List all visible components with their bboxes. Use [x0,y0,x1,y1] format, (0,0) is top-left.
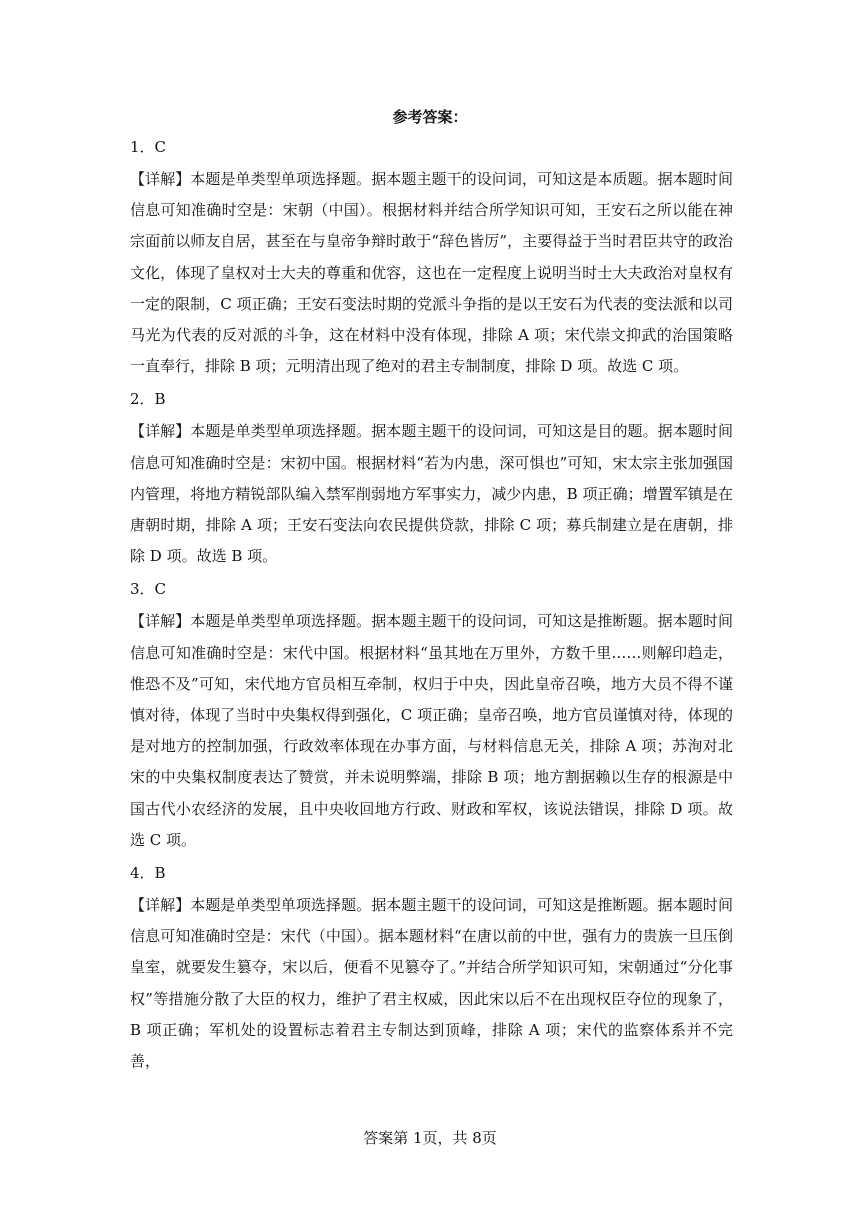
answer-number: 3．C [130,580,167,599]
answer-number: 1．C [130,138,167,156]
answer-item [130,134,733,382]
answer-detail: 【详解】本题是单类型单项选择题。据本题主题干的设问词，可知这是推断题。据本题时间信息可知准确时空是：宋代（中国）。据本题材料“在唐以前的中世，强有力的贵族一旦压倒皇室，就要发生篡夺，宋以后，便看不见篡夺了。”并结合所学知识可知，宋朝通过“分化事权”等措施分散了大臣的权力，维护了君主权威，因此宋以后不在出现权臣夺位的现象了，B 项正确；军机处的设置标志着君主专制达到顶峰，排除 A 项；宋代的监察体系并不完善， [130,896,733,1071]
page-footer: 答案第 1页，共 8页 [363,1129,497,1147]
answer-number: 2．B [130,390,166,409]
answer-detail: 【详解】本题是单类型单项选择题。据本题主题干的设问词，可知这是推断题。据本题时间信息可知准确时空是：宋代中国。根据材料“虽其地在万里外，方数千里……则解印趋走，惟恐不及”可知，宋代地方官员相互牵制，权归于中央，因此皇帝召唤，地方大员不得不谨慎对待，体现了当时中央集权得到强化，C 项正确；皇帝召唤，地方官员谨慎对待，体现的是对地方的控制加强，行政效率体现在办事方面，与材料信息无关，排除 A 项；苏洵对北宋的中央集权制度表达了赞赏，并未说明弊端，排除 B 项；地方割据赖以生存的根源是中国古代小农经济的发展，且中央收回地方行政、财政和军权，该说法错误，排除 D 项。故选 C 项。 [130,612,733,849]
answer-item [130,386,733,572]
answer-item [130,860,733,1077]
answer-list [130,130,733,1077]
answer-detail: 【详解】本题是单类型单项选择题。据本题主题干的设问词，可知这是目的题。据本题时间信息可知准确时空是：宋初中国。根据材料“若为内患，深可惧也”可知，宋太宗主张加强国内管理，将地方精锐部队编入禁军削弱地方军事实力，减少内患，B 项正确；增置军镇是在唐朝时期，排除 A 项；王安石变法向农民提供贷款，排除 C 项；募兵制建立是在唐朝，排除 D 项。故选 B 项。 [130,422,733,566]
answer-detail: 【详解】本题是单类型单项选择题。据本题主题干的设问词，可知这是本质题。据本题时间信息可知准确时空是：宋朝（中国）。根据材料并结合所学知识可知，王安石之所以能在神宗面前以师友自居，甚至在与皇帝争辩时敢于“辞色皆厉”，主要得益于当时君臣共守的政治文化，体现了皇权对士大夫的尊重和优容，这也在一定程度上说明当时士大夫政治对皇权有一定的限制，C 项正确；王安石变法时期的党派斗争指的是以王安石为代表的变法派和以司马光为代表的反对派的斗争，这在材料中没有体现，排除 A 项；宋代崇文抑武的治国策略一直奉行，排除 B 项；元明清出现了绝对的君主专制制度，排除 D 项。故选 C 项。 [130,170,733,376]
answer-item [130,576,733,856]
page-title: 参考答案： [392,108,468,126]
answer-number: 4．B [130,864,166,883]
